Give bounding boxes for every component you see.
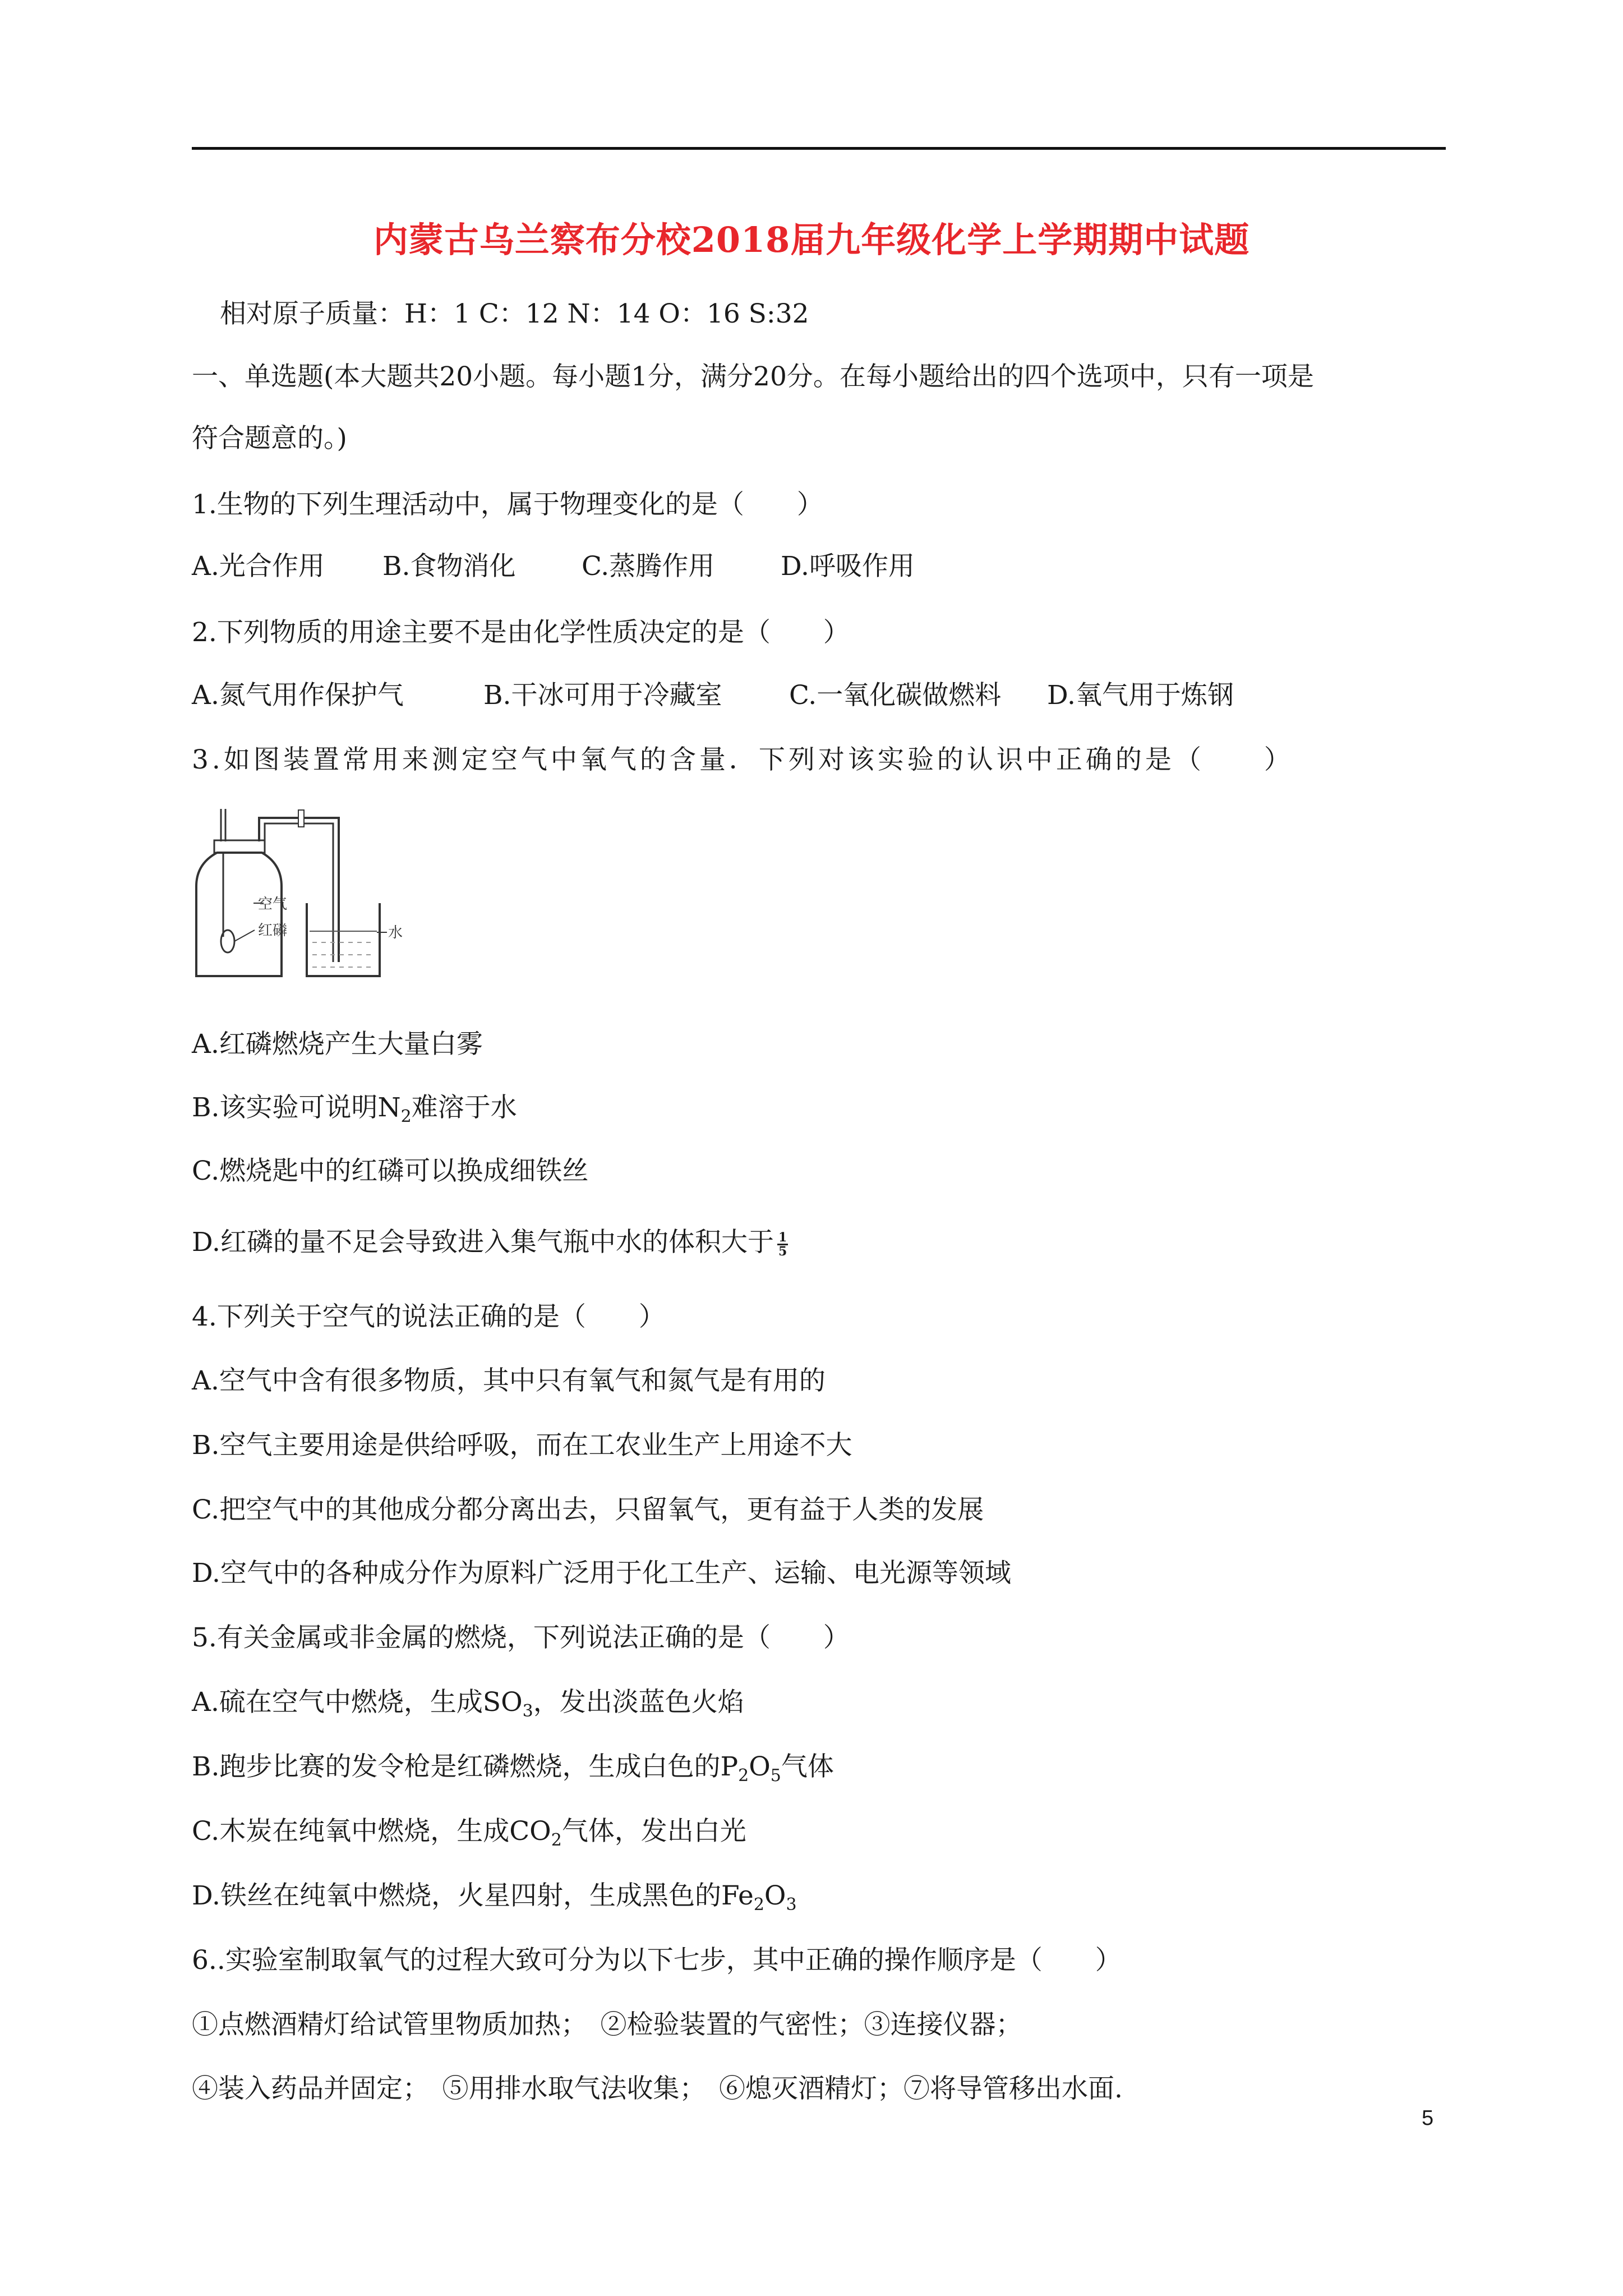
q3-option-b: B.该实验可说明$N_2$难溶于水 — [192, 1092, 517, 1126]
q1-option-b: B.食物消化 — [382, 551, 516, 582]
q2-option-b: B.干冰可用于冷藏室 — [483, 680, 722, 711]
q1-option-d: D.呼吸作用 — [781, 551, 915, 582]
q1-option-a: A.光合作用 — [192, 551, 325, 582]
q4-option-a: A.空气中含有很多物质，其中只有氧气和氮气是有用的 — [192, 1365, 826, 1396]
q5-option-a: A.硫在空气中燃烧，生成$SO_3$，发出淡蓝色火焰 — [192, 1687, 744, 1721]
q5-option-d: D.铁丝在纯氧中燃烧，火星四射，生成黑色的$Fe_2O_3$ — [192, 1880, 797, 1915]
q5-stem: 5.有关金属或非金属的燃烧，下列说法正确的是（ ） — [192, 1622, 850, 1653]
q6-steps-line2: ④装入药品并固定； ⑤用排水取气法收集； ⑥熄灭酒精灯；⑦将导管移出水面. — [192, 2073, 1123, 2104]
q6-steps-line1: ①点燃酒精灯给试管里物质加热； ②检验装置的气密性；③连接仪器； — [192, 2009, 1022, 2040]
page-title: 内蒙古乌兰察布分校2018届九年级化学上学期期中试题 — [373, 219, 1250, 260]
oxygen-measurement-apparatus — [192, 808, 411, 983]
q1-options — [192, 550, 915, 583]
q4-option-d: D.空气中的各种成分作为原料广泛用于化工生产、运输、电光源等领域 — [192, 1558, 1011, 1589]
q5-option-b: B.跑步比赛的发令枪是红磷燃烧，生成白色的$P_2O_5$气体 — [192, 1751, 834, 1786]
figure-label-water: 水 — [388, 924, 403, 941]
q4-stem: 4.下列关于空气的说法正确的是（ ） — [192, 1301, 665, 1332]
q2-option-c: C.一氧化碳做燃料 — [789, 680, 1002, 711]
q3-option-a: A.红磷燃烧产生大量白雾 — [192, 1029, 483, 1060]
q3-option-d: D.红磷的量不足会导致进入集气瓶中水的体积大于 $\frac{1}{5}$ — [192, 1227, 787, 1259]
q2-stem: 2.下列物质的用途主要不是由化学性质决定的是（ ） — [192, 617, 850, 648]
atomic-mass-line: 相对原子质量：H：1 C：12 N：14 O：16 S:32 — [220, 298, 809, 329]
q3-option-c: C.燃烧匙中的红磷可以换成细铁丝 — [192, 1156, 589, 1186]
q2-option-a: A.氮气用作保护气 — [192, 680, 404, 711]
q6-stem: 6..实验室制取氧气的过程大致可分为以下七步，其中正确的操作顺序是（ ） — [192, 1945, 1122, 1976]
q2-option-d: D.氧气用于炼钢 — [1047, 680, 1234, 711]
section-heading-line2: 符合题意的。) — [192, 423, 347, 454]
q3-stem: 3.如图装置常用来测定空气中氧气的含量．下列对该实验的认识中正确的是（ ） — [192, 744, 1294, 775]
q2-options — [192, 679, 1234, 712]
section-heading-line1: 一、单选题(本大题共20小题。每小题1分，满分20分。在每小题给出的四个选项中，只有一项是 — [192, 361, 1314, 392]
q5-option-c: C.木炭在纯氧中燃烧，生成$CO_2$气体，发出白光 — [192, 1816, 746, 1850]
fraction-one-fifth: $\frac{1}{5}$ — [778, 1230, 787, 1259]
q1-stem: 1.生物的下列生理活动中，属于物理变化的是（ ） — [192, 489, 823, 520]
q4-option-b: B.空气主要用途是供给呼吸，而在工农业生产上用途不大 — [192, 1430, 852, 1461]
q1-option-c: C.蒸腾作用 — [582, 551, 715, 582]
figure-label-phosphorus: 红磷 — [258, 922, 288, 939]
header-rule — [192, 147, 1446, 150]
page-number: 5 — [1422, 2106, 1434, 2130]
q4-option-c: C.把空气中的其他成分都分离出去，只留氧气，更有益于人类的发展 — [192, 1494, 984, 1525]
figure-label-air: 空气 — [258, 896, 288, 913]
